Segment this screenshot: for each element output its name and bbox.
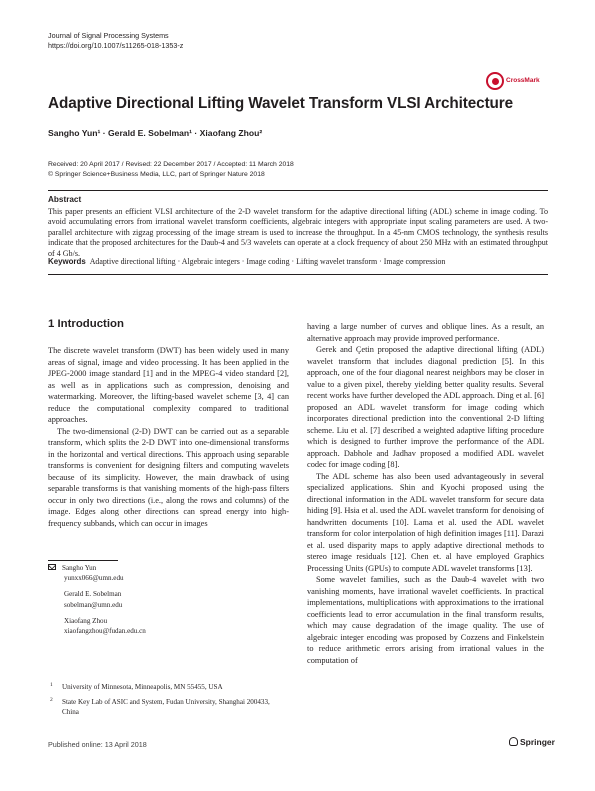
contact-name: Xiaofang Zhou <box>64 616 108 625</box>
keywords <box>48 257 558 266</box>
paragraph: Gerek and Çetin proposed the adaptive directional lifting (ADL) wavelet transform that includes diagonal prediction [5]. In this approach, one of the four diagonal nearest neighbors may be closer in value to a given pixel, thereby yielding better quality results. Several recent works have further developed the ADL approach. Ding et al. [6] proposed an ADL wavelet transform for image coding which incorporates directional prediction into the conventional 2-D lifting scheme. Liu et al. [7] described a weighted adaptive lifting procedure which is designed to further improve the performance of the ADL approach. Dabhole and Jadhav proposed a modified ADL wavelet codec for image coding [8]. <box>307 345 544 470</box>
right-column <box>307 321 544 666</box>
affiliation-text: University of Minnesota, Minneapolis, MN 55455, USA <box>62 683 223 691</box>
author-list: Sangho Yun¹ · Gerald E. Sobelman¹ · Xiaofang Zhou² <box>48 128 263 138</box>
divider <box>48 274 548 275</box>
paragraph: Some wavelet families, such as the Daub-4 wavelet with two vanishing moments, have irrational wavelet coefficients. In practical implementations, multiplications with approximations to the irrational coefficients lead to error accumulation in the final transform results, which may cause degradation of the image quality. The use of algebraic integer encoding was proposed by Cozzens and Finkelstein to reduce arithmetic errors arising from irrational values in the computation of <box>307 575 544 665</box>
contact-name: Sangho Yun <box>62 564 97 572</box>
paragraph: The ADL scheme has also been used advantageously in several specialized applications. Shin and Kyochi proposed using the directional information in the ADL wavelet transform for secure data hiding [9]. Hsia et al. used the ADL wavelet transform for denoising of handwritten documents [10]. Lama et al. used the ADL wavelet transform for color interpolation of high definition images [11]. Darazi et al. used disparity maps to apply adaptive directional methods to stereo image residuals [12]. Chen et. al have employed Graphics Processing Units (GPUs) to compute ADL wavelet transforms [13]. <box>307 471 544 573</box>
abstract-heading: Abstract <box>48 195 82 204</box>
springer-horse-icon <box>509 737 518 746</box>
affiliation-number: 1 <box>50 682 53 688</box>
affiliation <box>48 682 288 692</box>
publisher-logo <box>509 737 555 747</box>
journal-header <box>48 31 183 51</box>
footnote-rule <box>48 560 118 561</box>
published-online: Published online: 13 April 2018 <box>48 740 147 749</box>
doi-link[interactable]: https://doi.org/10.1007/s11265-018-1353-z <box>48 41 184 50</box>
keywords-text: Adaptive directional lifting · Algebraic integers · Image coding · Lifting wavelet transform · Image compression <box>89 257 446 266</box>
crossmark-icon <box>486 72 504 90</box>
received-dates: Received: 20 April 2017 / Revised: 22 December 2017 / Accepted: 11 March 2018 <box>48 161 294 168</box>
crossmark-label: CrossMark <box>506 77 540 84</box>
paragraph: The discrete wavelet transform (DWT) has been widely used in many areas of signal, image and video processing. It has been applied in the JPEG-2000 image standard [1] and in the MPEG-4 video standard [2], as well as in applications such as compression, denoising and watermarking. Moreover, the lifting-based wavelet scheme [3, 4] can reduce the computational complexity compared to traditional approaches. <box>48 346 289 425</box>
contact-email[interactable]: sobelman@umn.edu <box>64 600 123 609</box>
paragraph: having a large number of curves and oblique lines. As a result, an alternative approach may provide improved performance. <box>307 322 544 343</box>
affiliation <box>48 697 288 717</box>
affiliations <box>48 682 288 723</box>
contact-block <box>48 563 146 583</box>
paper-title: Adaptive Directional Lifting Wavelet Transform VLSI Architecture <box>48 95 514 112</box>
abstract-text: This paper presents an efficient VLSI architecture of the 2-D wavelet transform for the adaptive directional lifting (ADL) scheme in image coding. To avoid accumulating errors from irrational wavelet transform coefficients, algebraic integers with appropriate input scaling parameters are used. A two-parallel architecture with zigzag processing of the image stream is used to increase the throughput. In a 45-nm CMOS technology, the synthesis results indicate that the proposed architectures for the Daub-4 and 5/3 wavelets can operate at a clock frequency of about 250 MHz with an estimated throughput of 4 Gb/s. <box>48 207 548 258</box>
affiliation-text: State Key Lab of ASIC and System, Fudan University, Shanghai 200433, China <box>62 698 270 717</box>
crossmark-badge[interactable] <box>486 72 550 94</box>
copyright-line: © Springer Science+Business Media, LLC, part of Springer Nature 2018 <box>48 171 265 178</box>
journal-name: Journal of Signal Processing Systems <box>48 31 169 40</box>
contact-email[interactable]: xiaofangzhou@fudan.edu.cn <box>64 627 146 636</box>
divider <box>48 190 548 191</box>
section-heading: 1 Introduction <box>48 318 124 330</box>
contact-name: Gerald E. Sobelman <box>64 590 122 599</box>
publisher-name: Springer <box>520 737 555 747</box>
left-column <box>48 345 289 529</box>
affiliation-number: 2 <box>50 697 53 704</box>
contact-email[interactable]: yunxx066@umn.edu <box>64 574 124 583</box>
corresponding-contacts <box>48 563 146 642</box>
keywords-label: Keywords <box>48 257 86 266</box>
publication-dates <box>48 160 294 180</box>
envelope-icon <box>48 564 56 570</box>
paragraph: The two-dimensional (2-D) DWT can be carried out as a separable transform, which splits the 2-D DWT into one-dimensional transforms in the horizontal and vertical directions. This approach using separable transforms is convenient for designing filters and computing wavelets because of its simplicity. However, the main drawback of using separable transforms is that vanishing moments of the high-pass filters occur in only two directions (i.e., along the rows and columns) of the image. Edges along other directions can spread energy into high-frequency subbands, which can occur in images <box>48 426 289 528</box>
